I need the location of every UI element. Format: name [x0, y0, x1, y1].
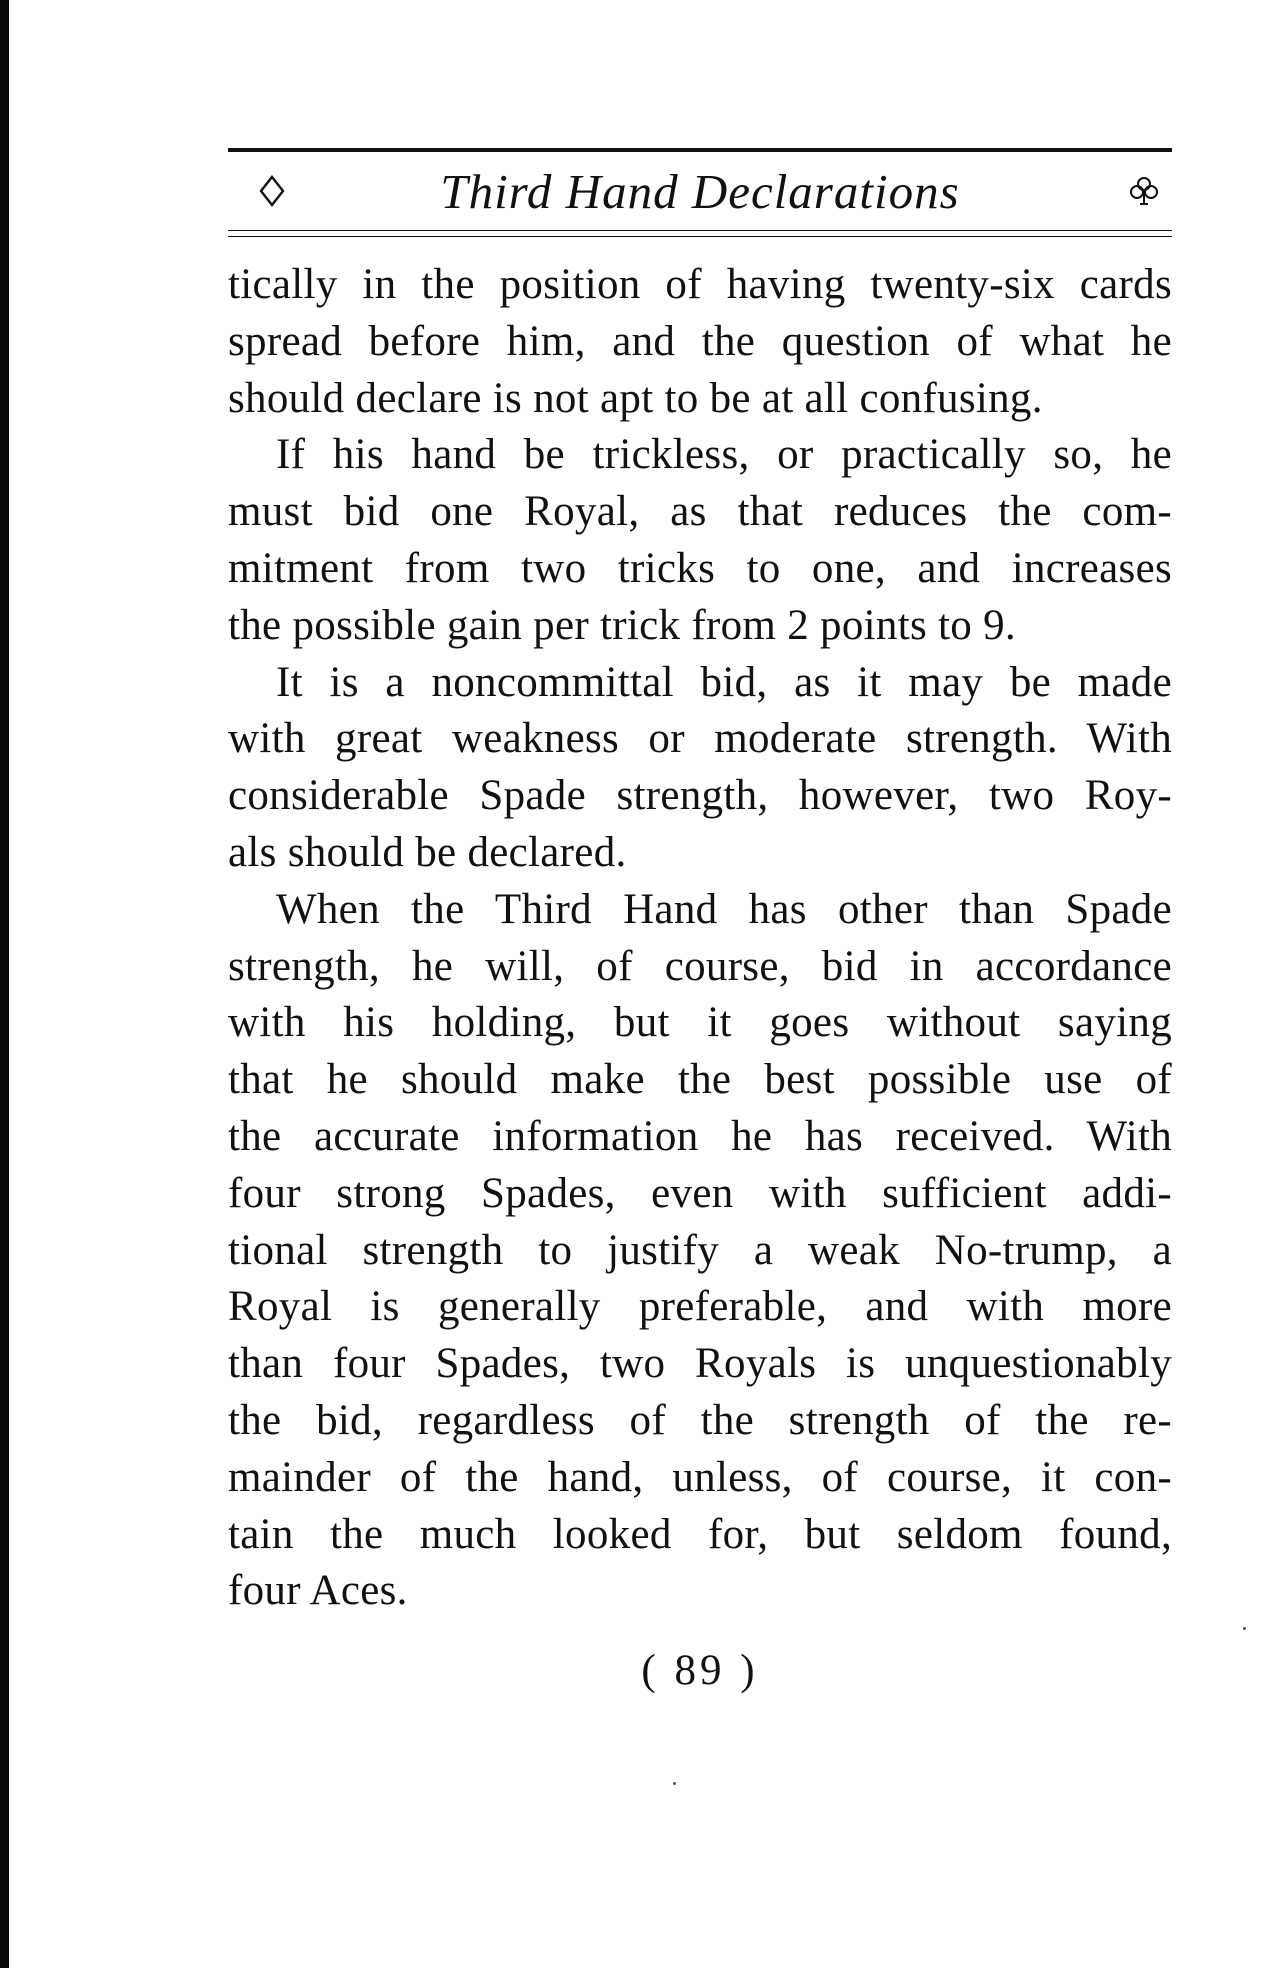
- text-line: the bid, regardless of the strength of the re-: [228, 1396, 1172, 1444]
- text-line: the possible gain per trick from 2 points to 9.: [228, 601, 1016, 649]
- text-line: strength, he will, of course, bid in accordance: [228, 942, 1172, 990]
- paragraph-start-line: It is a noncommittal bid, as it may be made: [276, 658, 1172, 706]
- text-line: considerable Spade strength, however, two Roy-: [228, 772, 1172, 820]
- text-line: tically in the position of having twenty-six cards: [228, 261, 1172, 308]
- page-title: Third Hand Declarations: [440, 163, 960, 219]
- club-icon: [1124, 171, 1164, 211]
- text-line: four strong Spades, even with sufficient addi-: [228, 1169, 1172, 1217]
- text-line: tional strength to justify a weak No-trump, a: [228, 1226, 1172, 1274]
- page-number: ( 89 ): [641, 1647, 759, 1695]
- text-line: with his holding, but it goes without saying: [228, 999, 1172, 1047]
- paper-speck: [673, 1782, 676, 1785]
- text-line: spread before him, and the question of what he: [228, 317, 1172, 365]
- text-line: Royal is generally preferable, and with more: [228, 1283, 1172, 1331]
- paragraph-start-line: If his hand be trickless, or practically so, he: [276, 431, 1172, 479]
- paper-speck: [1243, 1627, 1246, 1630]
- text-line: the accurate information he has received. With: [228, 1112, 1172, 1160]
- text-line: mainder of the hand, unless, of course, it con-: [228, 1453, 1172, 1501]
- text-line: als should be declared.: [228, 828, 627, 876]
- binding-edge: [0, 0, 9, 1968]
- text-line: with great weakness or moderate strength. With: [228, 715, 1172, 763]
- text-line: four Aces.: [228, 1567, 408, 1615]
- text-line: must bid one Royal, as that reduces the com-: [228, 488, 1172, 536]
- header-rule-bottom-double: [228, 236, 1172, 237]
- text-line: than four Spades, two Royals is unquestionably: [228, 1340, 1172, 1388]
- paragraph-start-line: When the Third Hand has other than Spade: [276, 885, 1172, 933]
- running-head: [228, 152, 1172, 230]
- text-line: mitment from two tricks to one, and increases: [228, 544, 1172, 592]
- text-line: that he should make the best possible use of: [228, 1056, 1172, 1104]
- text-line: should declare is not apt to be at all confusing.: [228, 374, 1043, 422]
- diamond-icon: [252, 171, 292, 211]
- book-page: [228, 148, 1172, 1695]
- text-line: tain the much looked for, but seldom found,: [228, 1510, 1172, 1558]
- body-text: [228, 257, 1172, 1620]
